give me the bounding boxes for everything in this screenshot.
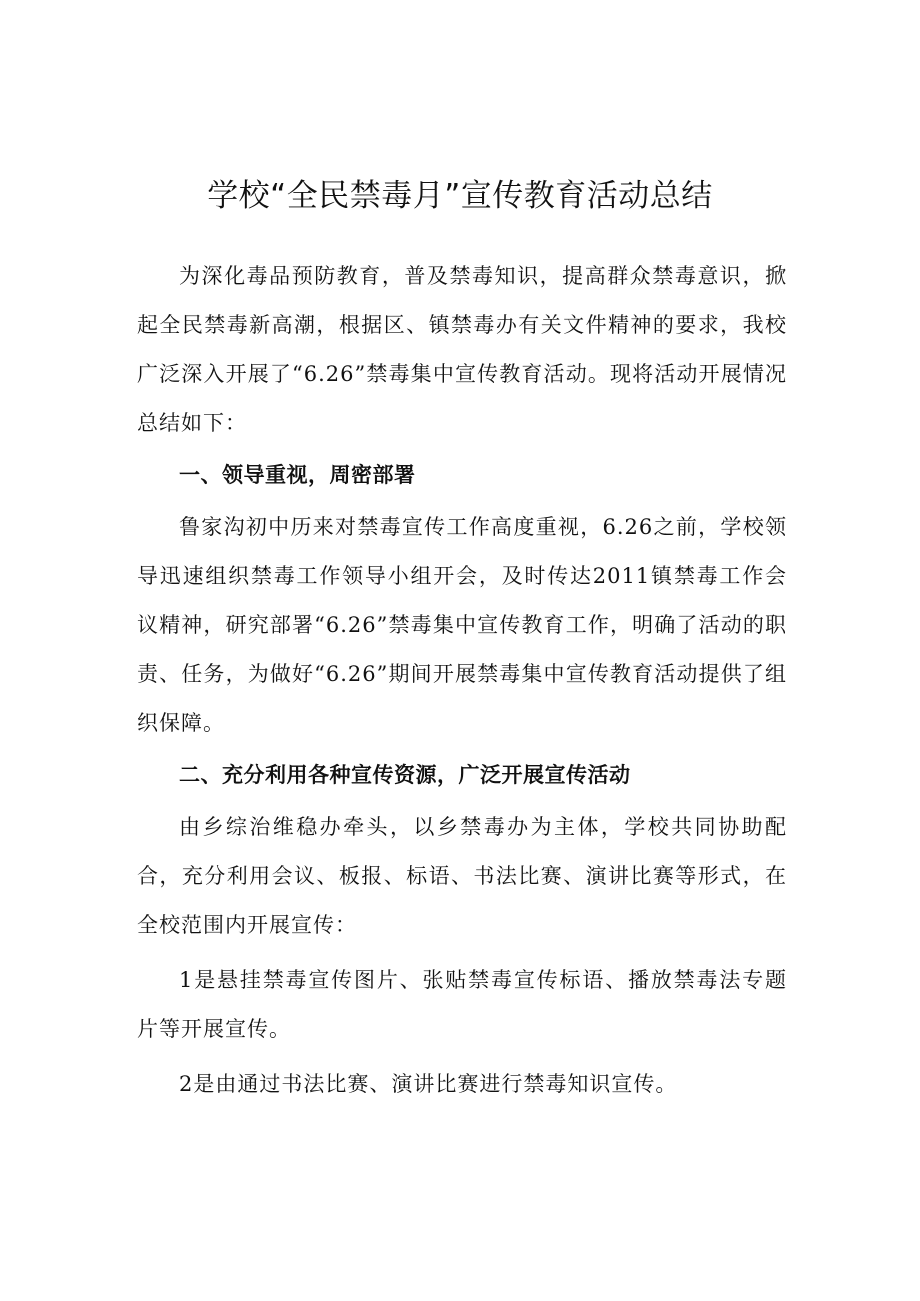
section-1-paragraph: 鲁家沟初中历来对禁毒宣传工作高度重视，6.26之前，学校领导迅速组织禁毒工作领导小组开会，及时传达2011镇禁毒工作会议精神，研究部署“6.26”禁毒集中宣传教育工作，明确了活动的职责、任务，为做好“6.26”期间开展禁毒集中宣传教育活动提供了组织保障。: [137, 515, 787, 735]
section-2-heading: 二、充分利用各种宣传资源，广泛开展宣传活动: [179, 763, 631, 787]
document-title: 学校“全民禁毒月”宣传教育活动总结: [207, 178, 713, 214]
section-2-paragraph: 由乡综治维稳办牵头，以乡禁毒办为主体，学校共同协助配合，充分利用会议、板报、标语、书法比赛、演讲比赛等形式，在全校范围内开展宣传：: [137, 815, 787, 937]
intro-paragraph: 为深化毒品预防教育，普及禁毒知识，提高群众禁毒意识，掀起全民禁毒新高潮，根据区、镇禁毒办有关文件精神的要求，我校广泛深入开展了“6.26”禁毒集中宣传教育活动。现将活动开展情况总结如下：: [137, 264, 787, 435]
section-1-heading: 一、领导重视，周密部署: [179, 463, 416, 487]
section-2-item-1: 1是悬挂禁毒宣传图片、张贴禁毒宣传标语、播放禁毒法专题片等开展宣传。: [137, 968, 787, 1041]
section-2-item-2: 2是由通过书法比赛、演讲比赛进行禁毒知识宣传。: [179, 1072, 678, 1096]
document-body: [137, 252, 787, 1109]
